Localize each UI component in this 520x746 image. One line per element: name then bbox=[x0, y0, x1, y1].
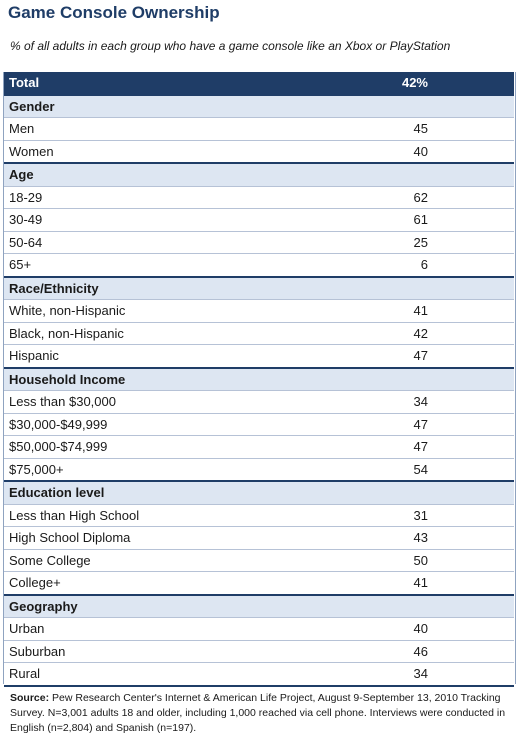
row-label: White, non-Hispanic bbox=[4, 300, 259, 323]
row-label: High School Diploma bbox=[4, 527, 259, 550]
row-label: Suburban bbox=[4, 640, 259, 663]
source-label: Source: bbox=[10, 692, 50, 704]
category-value-cell bbox=[259, 277, 514, 300]
table-row bbox=[4, 572, 514, 595]
source-text: Pew Research Center's Internet & American Life Project, August 9-September 13, 2010 Tracking Survey. N=3,001 adults 18 and older, including 1,000 reached via cell phone. Interviews were conducted in English (n=2,804) and Spanish (n=197). bbox=[10, 692, 506, 734]
row-label: Hispanic bbox=[4, 345, 259, 368]
table-row bbox=[4, 458, 514, 481]
row-label: $30,000-$49,999 bbox=[4, 413, 259, 436]
category-value-cell bbox=[259, 368, 514, 391]
category-row bbox=[4, 277, 514, 300]
table-body bbox=[4, 72, 514, 686]
subtitle: % of all adults in each group who have a game console like an Xbox or PlayStation bbox=[10, 39, 451, 53]
row-value: 40 bbox=[259, 140, 514, 163]
row-label: Men bbox=[4, 118, 259, 141]
category-value-cell bbox=[259, 163, 514, 186]
table-row bbox=[4, 322, 514, 345]
row-value: 25 bbox=[259, 231, 514, 254]
row-label: 65+ bbox=[4, 254, 259, 277]
row-label: $75,000+ bbox=[4, 458, 259, 481]
row-label: Women bbox=[4, 140, 259, 163]
category-label: Education level bbox=[4, 481, 259, 504]
page-title: Game Console Ownership bbox=[8, 3, 220, 22]
row-value: 54 bbox=[259, 458, 514, 481]
row-value: 34 bbox=[259, 391, 514, 414]
row-value: 47 bbox=[259, 436, 514, 459]
row-label: Less than $30,000 bbox=[4, 391, 259, 414]
row-value: 42 bbox=[259, 322, 514, 345]
table-row bbox=[4, 391, 514, 414]
row-value: 41 bbox=[259, 300, 514, 323]
category-row bbox=[4, 481, 514, 504]
table-row bbox=[4, 663, 514, 686]
row-label: Less than High School bbox=[4, 504, 259, 527]
total-value: 42% bbox=[259, 72, 514, 95]
category-row bbox=[4, 95, 514, 118]
category-row bbox=[4, 368, 514, 391]
category-row bbox=[4, 595, 514, 618]
row-value: 34 bbox=[259, 663, 514, 686]
table-row bbox=[4, 618, 514, 641]
row-label: 50-64 bbox=[4, 231, 259, 254]
table-row bbox=[4, 345, 514, 368]
category-label: Household Income bbox=[4, 368, 259, 391]
row-label: Rural bbox=[4, 663, 259, 686]
table-row bbox=[4, 209, 514, 232]
table-row bbox=[4, 436, 514, 459]
category-label: Race/Ethnicity bbox=[4, 277, 259, 300]
table-row bbox=[4, 118, 514, 141]
row-value: 31 bbox=[259, 504, 514, 527]
row-value: 43 bbox=[259, 527, 514, 550]
table-row bbox=[4, 140, 514, 163]
table-row bbox=[4, 300, 514, 323]
category-label: Age bbox=[4, 163, 259, 186]
table-row bbox=[4, 413, 514, 436]
row-value: 47 bbox=[259, 413, 514, 436]
row-value: 6 bbox=[259, 254, 514, 277]
category-row bbox=[4, 163, 514, 186]
ownership-table bbox=[4, 72, 514, 687]
row-value: 40 bbox=[259, 618, 514, 641]
table-row bbox=[4, 231, 514, 254]
category-value-cell bbox=[259, 481, 514, 504]
row-value: 61 bbox=[259, 209, 514, 232]
category-value-cell bbox=[259, 595, 514, 618]
total-label: Total bbox=[4, 72, 259, 95]
row-label: Some College bbox=[4, 549, 259, 572]
row-label: 18-29 bbox=[4, 186, 259, 209]
category-label: Geography bbox=[4, 595, 259, 618]
source-note bbox=[10, 691, 515, 736]
table-row bbox=[4, 186, 514, 209]
row-value: 45 bbox=[259, 118, 514, 141]
row-value: 47 bbox=[259, 345, 514, 368]
table-row bbox=[4, 254, 514, 277]
table-row bbox=[4, 640, 514, 663]
total-row bbox=[4, 72, 514, 95]
category-value-cell bbox=[259, 95, 514, 118]
row-label: $50,000-$74,999 bbox=[4, 436, 259, 459]
table-row bbox=[4, 504, 514, 527]
table-row bbox=[4, 549, 514, 572]
row-value: 62 bbox=[259, 186, 514, 209]
category-label: Gender bbox=[4, 95, 259, 118]
row-value: 50 bbox=[259, 549, 514, 572]
row-label: College+ bbox=[4, 572, 259, 595]
row-label: Urban bbox=[4, 618, 259, 641]
row-label: Black, non-Hispanic bbox=[4, 322, 259, 345]
table-row bbox=[4, 527, 514, 550]
row-value: 46 bbox=[259, 640, 514, 663]
row-value: 41 bbox=[259, 572, 514, 595]
row-label: 30-49 bbox=[4, 209, 259, 232]
